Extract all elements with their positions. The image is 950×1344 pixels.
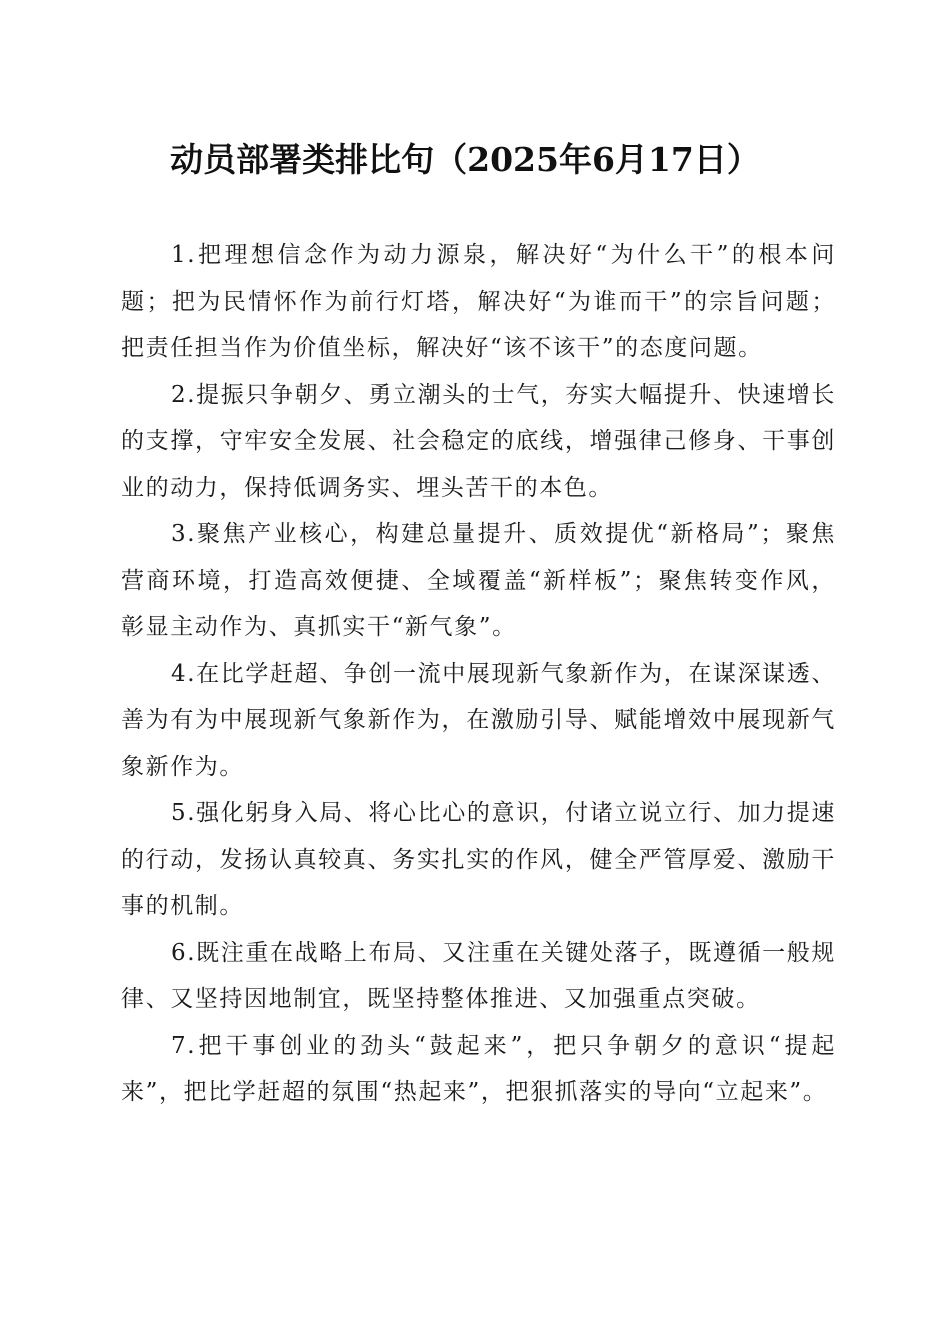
paragraph-3: 3.聚焦产业核心，构建总量提升、质效提优“新格局”；聚焦营商环境，打造高效便捷、全域覆盖“新样板”；聚焦转变作风，彰显主动作为、真抓实干“新气象”。 — [121, 521, 836, 640]
paragraph-6: 6.既注重在战略上布局、又注重在关键处落子，既遵循一般规律、又坚持因地制宜，既坚持整体推进、又加强重点突破。 — [121, 939, 836, 1012]
paragraph-1: 1.把理想信念作为动力源泉，解决好“为什么干”的根本问题；把为民情怀作为前行灯塔，解决好“为谁而干”的宗旨问题；把责任担当作为价值坐标，解决好“该不该干”的态度问题。 — [121, 242, 836, 361]
paragraph-4: 4.在比学赶超、争创一流中展现新气象新作为，在谋深谋透、善为有为中展现新气象新作为，在激励引导、赋能增效中展现新气象新作为。 — [121, 660, 836, 780]
document-body — [121, 232, 836, 1116]
document-title: 动员部署类排比句（2025年6月17日） — [170, 140, 760, 179]
paragraph-7: 7.把干事创业的劲头“鼓起来”，把只争朝夕的意识“提起来”，把比学赶超的氛围“热起来”，把狠抓落实的导向“立起来”。 — [121, 1032, 836, 1105]
paragraph-5: 5.强化躬身入局、将心比心的意识，付诸立说立行、加力提速的行动，发扬认真较真、务实扎实的作风，健全严管厚爱、激励干事的机制。 — [121, 800, 836, 919]
paragraph-2: 2.提振只争朝夕、勇立潮头的士气，夯实大幅提升、快速增长的支撑，守牢安全发展、社会稳定的底线，增强律己修身、干事创业的动力，保持低调务实、埋头苦干的本色。 — [121, 381, 836, 501]
